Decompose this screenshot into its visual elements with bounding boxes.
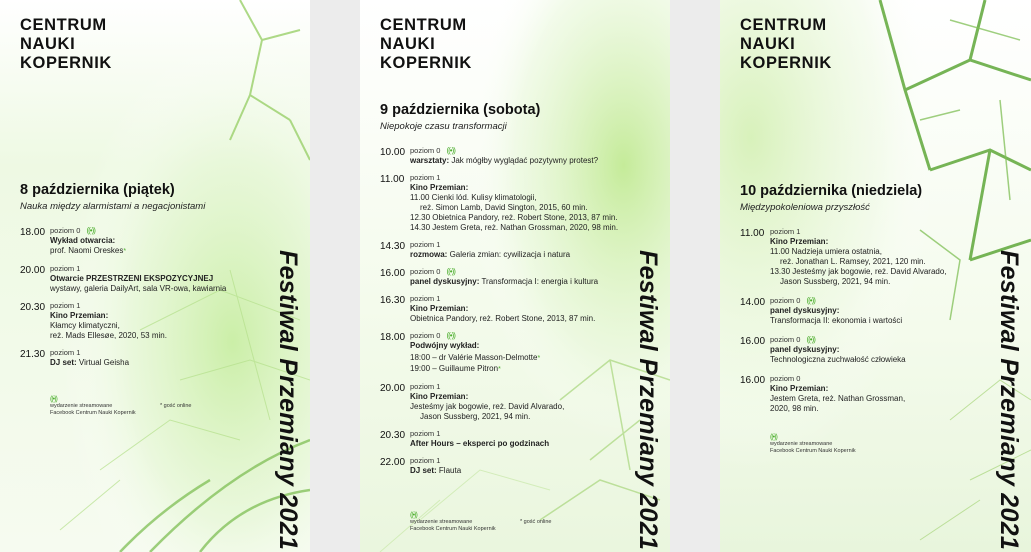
event-title: panel dyskusyjny: (770, 306, 840, 315)
event-line: Jestem Greta, reż. Nathan Grossman, (770, 394, 906, 403)
event-line: Jason Sussberg, 2021, 94 min. (780, 277, 891, 286)
stream-icon: ((•)) (86, 226, 95, 235)
event-line: 14.30 Jestem Greta, reż. Nathan Grossman, 2020, 98 min. (410, 223, 619, 232)
event-time: 18.00 (20, 227, 46, 238)
event-line: Galeria zmian: cywilizacja i natura (449, 250, 571, 259)
logo: CENTRUM NAUKI KOPERNIK (380, 16, 472, 72)
event-time: 11.00 (380, 174, 405, 185)
stream-icon: ((•)) (806, 335, 815, 344)
event-title: DJ set: (50, 358, 77, 367)
event-item (20, 301, 260, 341)
event-level: poziom 1 (410, 240, 441, 249)
stream-icon: ((•)) (446, 267, 455, 276)
footer-stream-note: ((•)) wydarzenie streamowane Facebook Centrum Nauki Kopernik (50, 396, 136, 416)
event-item (380, 173, 630, 233)
event-level: poziom 0 (770, 296, 801, 305)
footer-guest-note: * gość online (520, 519, 552, 525)
event-title: Kino Przemian: (410, 183, 469, 192)
event-line: reż. Jonathan L. Ramsey, 2021, 120 min. (780, 257, 926, 266)
event-level: poziom 1 (410, 382, 441, 391)
event-line: 11.00 Nadzieja umiera ostatnia, (770, 247, 882, 256)
event-time: 14.00 (740, 297, 766, 308)
event-line: Jason Sussberg, 2021, 94 min. (420, 412, 531, 421)
event-level: poziom 1 (410, 294, 441, 303)
event-title: Wykład otwarcia: (50, 236, 116, 245)
event-line: 12.30 Obietnica Pandory, reż. Robert Stone, 2013, 87 min. (410, 213, 618, 222)
event-item (740, 335, 980, 365)
event-item (740, 374, 980, 414)
event-line: Technologiczna zuchwałość człowieka (770, 355, 906, 364)
event-line: prof. Naomi Oreskes* (50, 246, 127, 255)
event-line: reż. Simon Lamb, David Sington, 2015, 60 min. (420, 203, 588, 212)
event-level: poziom 0 (410, 146, 441, 155)
event-item (20, 264, 260, 294)
event-item (20, 348, 260, 368)
day-subtitle: Nauka między alarmistami a negacjonistami (20, 201, 206, 212)
event-time: 16.00 (740, 336, 766, 347)
event-line: 19:00 – Guillaume Pitron* (410, 364, 501, 373)
event-line: reż. Mads Ellesøe, 2020, 53 min. (50, 331, 167, 340)
event-item (740, 227, 980, 287)
event-item (380, 382, 630, 422)
gap-right (670, 0, 720, 552)
event-level: poziom 1 (410, 429, 441, 438)
guest-asterisk: * (498, 366, 501, 373)
poster-sunday (720, 0, 1031, 552)
stream-icon: ((•)) (770, 434, 777, 441)
event-item (380, 146, 630, 166)
event-line: 2020, 98 min. (770, 404, 819, 413)
event-title: Kino Przemian: (410, 392, 469, 401)
event-level: poziom 1 (50, 264, 81, 273)
event-time: 21.30 (20, 349, 46, 360)
event-line: Flauta (438, 466, 462, 475)
event-line: Jak mógłby wyglądać pozytywny protest? (451, 156, 599, 165)
stream-icon: ((•)) (446, 331, 455, 340)
event-title: panel dyskusyjny: (770, 345, 840, 354)
event-level: poziom 0 (410, 267, 441, 276)
event-line: 18:00 – dr Valérie Masson-Delmotte* (410, 353, 541, 362)
event-line: Virtual Geisha (78, 358, 130, 367)
guest-asterisk: * (537, 355, 541, 362)
event-item (380, 240, 630, 260)
event-time: 20.00 (380, 383, 406, 394)
event-line: Kłamcy klimatyczni, (50, 321, 120, 330)
day-subtitle: Międzypokoleniowa przyszłość (740, 202, 870, 213)
poster-friday (0, 0, 310, 552)
festival-vertical-title: Festiwal Przemiany 2021 (274, 250, 302, 551)
event-line: Transformacja I: energia i kultura (481, 277, 599, 286)
event-item (380, 456, 630, 476)
event-level: poziom 1 (50, 301, 81, 310)
event-item (380, 294, 630, 324)
event-level: poziom 1 (770, 227, 801, 236)
event-time: 14.30 (380, 241, 406, 252)
event-time: 16.00 (740, 375, 766, 386)
footer-stream-note: ((•)) wydarzenie streamowane Facebook Centrum Nauki Kopernik (410, 512, 496, 532)
event-line: Obietnica Pandory, reż. Robert Stone, 2013, 87 min. (410, 314, 596, 323)
event-level: poziom 1 (410, 173, 441, 182)
event-item (380, 331, 630, 375)
event-title: Kino Przemian: (770, 384, 829, 393)
event-level: poziom 1 (50, 348, 81, 357)
event-time: 20.30 (20, 302, 46, 313)
event-title: After Hours – eksperci po godzinach (410, 439, 550, 448)
event-title: warsztaty: (410, 156, 450, 165)
footer-guest-note: * gość online (160, 403, 192, 409)
event-item (380, 429, 630, 449)
day-subtitle: Niepokoje czasu transformacji (380, 121, 507, 132)
event-time: 16.00 (380, 268, 406, 279)
event-item (380, 267, 630, 287)
event-title: Podwójny wykład: (410, 341, 480, 350)
event-level: poziom 1 (410, 456, 441, 465)
event-level: poziom 0 (410, 331, 441, 340)
logo: CENTRUM NAUKI KOPERNIK (740, 16, 832, 72)
event-title: DJ set: (410, 466, 437, 475)
event-title: Otwarcie PRZESTRZENI EKSPOZYCYJNEJ (50, 274, 214, 283)
day-header (20, 182, 205, 212)
event-line: 11.00 Cienki lód. Kulisy klimatologii, (410, 193, 537, 202)
day-title: 8 października (piątek) (20, 182, 175, 198)
day-title: 10 października (niedziela) (740, 183, 923, 199)
event-list (380, 146, 630, 476)
event-time: 20.00 (20, 265, 46, 276)
logo: CENTRUM NAUKI KOPERNIK (20, 16, 112, 72)
event-title: Kino Przemian: (410, 304, 469, 313)
event-item (740, 296, 980, 326)
event-line: Jesteśmy jak bogowie, reż. David Alvarado, (410, 402, 565, 411)
event-item (20, 226, 260, 257)
day-header (740, 183, 922, 213)
event-level: poziom 0 (770, 335, 801, 344)
event-title: Kino Przemian: (770, 237, 829, 246)
guest-asterisk: * (123, 248, 127, 255)
event-list (740, 227, 980, 414)
stream-icon: ((•)) (446, 146, 455, 155)
event-time: 11.00 (740, 228, 765, 239)
stream-icon: ((•)) (806, 296, 815, 305)
event-time: 22.00 (380, 457, 406, 468)
poster-saturday (360, 0, 670, 552)
festival-vertical-title: Festiwal Przemiany 2021 (995, 250, 1023, 551)
event-title: panel dyskusyjny: (410, 277, 480, 286)
day-header (380, 102, 540, 132)
event-time: 10.00 (380, 147, 406, 158)
event-time: 16.30 (380, 295, 406, 306)
event-time: 18.00 (380, 332, 406, 343)
event-list (20, 226, 260, 368)
footer-stream-note: ((•)) wydarzenie streamowane Facebook Centrum Nauki Kopernik (770, 434, 856, 454)
stream-icon: ((•)) (410, 512, 417, 519)
event-level: poziom 0 (770, 374, 801, 383)
stream-icon: ((•)) (50, 396, 57, 403)
event-level: poziom 0 (50, 226, 81, 235)
event-line: Transformacja II: ekonomia i wartości (770, 316, 903, 325)
event-time: 20.30 (380, 430, 406, 441)
event-line: 13.30 Jesteśmy jak bogowie, reż. David Alvarado, (770, 267, 947, 276)
event-title: Kino Przemian: (50, 311, 109, 320)
event-line: wystawy, galeria DailyArt, sala VR-owa, kawiarnia (50, 284, 227, 293)
festival-vertical-title: Festiwal Przemiany 2021 (634, 250, 662, 551)
gap-left (310, 0, 360, 552)
day-title: 9 października (sobota) (380, 102, 541, 118)
event-title: rozmowa: (410, 250, 448, 259)
